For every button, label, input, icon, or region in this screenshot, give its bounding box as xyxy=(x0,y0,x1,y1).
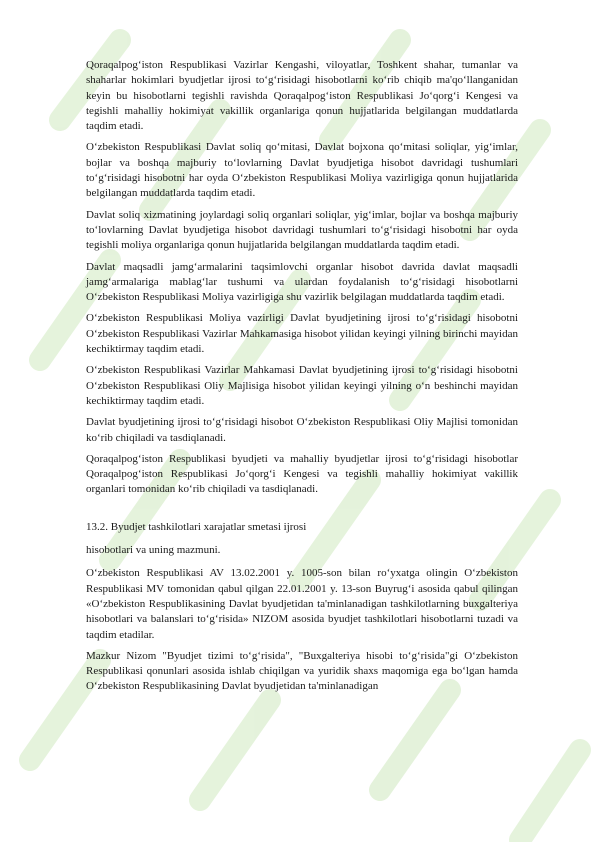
paragraph: O‘zbekiston Respublikasi Vazirlar Mahkamasi Davlat byudjetining ijrosi to‘g‘risidagi hisobotni O‘zbekiston Respublikasi Oliy Majlisiga hisobot yilidan keyingi yilning o‘n beshinchi mayidan kechiktirmay taqdim etadi. xyxy=(86,364,518,407)
paragraph: Davlat byudjetining ijrosi to‘g‘risidagi hisobot O‘zbekiston Respublikasi Oliy Majlisi tomonidan ko‘rib chiqiladi va tasdiqlanadi. xyxy=(86,416,518,444)
paragraph: O‘zbekiston Respublikasi AV 13.02.2001 y. 1005-son bilan ro‘yxatga olingin O‘zbekiston Respublikasi MV tomonidan qabul qilgan 22.01.2001 y. 13-son Buyrug‘i asosida qabul qilingan «O‘zbekiston Respublikasining Davlat byudjetidan ta'minlanadigan tashkilotlarning buxgalteriya hisobotlari va balanslari to‘g‘risida» NIZOM asosida byudjet tashkilotlari hisobotlarni tuzadi va taqdim etadilar. xyxy=(86,567,518,641)
paragraph: Qoraqalpog‘iston Respublikasi byudjeti va mahalliy byudjetlar ijrosi to‘g‘risidagi hisobotlar Qoraqalpog‘iston Respublikasi Jo‘qorg‘i Kengesi va tegishli mahalliy hokimiyat vakillik organlari tomonidan ko‘rib chiqiladi va tasdiqlanadi. xyxy=(86,452,518,496)
paragraph: Davlat soliq xizmatining joylardagi soliq organlari soliqlar, yig‘imlar, bojlar va boshqa majburiy to‘lovlarning Davlat byudjetiga hisobot davridagi tushumlari to‘g‘risidagi hisobotni har oyda tegishli moliya organlariga qonun hujjatlarida belgilangan muddatlarda taqdim etadi. xyxy=(86,208,518,252)
paragraph: Davlat maqsadli jamg‘armalarini taqsimlovchi organlar hisobot davrida davlat maqsadli jamg‘armalariga mablag‘lar tushumi va ulardan foydalanish to‘g‘risidagi hisobotlarni O‘zbekiston Respublikasi Moliya vazirligiga shu vazirlik belgilagan muddatlarda taqdim etadi. xyxy=(86,260,518,304)
paragraph: Qoraqalpog‘iston Respublikasi Vazirlar Kengashi, viloyatlar, Toshkent shahar, tumanlar va shaharlar hokimlari byudjetlar ijrosi to‘g‘risidagi hisobotlarni ko‘rib chiqib ma'qo‘llanganidan keyin bu hisobotlarni tegishli ravishda Qoraqalpog‘iston Respublikasi Jo‘qorg‘i Kengesi va tegishli mahalliy hokimiyat vakillik organlariga qonun hujjatlarida belgilangan muddatlarda taqdim etadi. xyxy=(86,59,518,133)
section-heading-continued: hisobotlari va uning mazmuni. xyxy=(86,544,221,557)
paragraph: O‘zbekiston Respublikasi Moliya vazirligi Davlat byudjetining ijrosi to‘g‘risidagi hisobotni O‘zbekiston Respublikasi Vazirlar Mahkamasiga hisobot yilidan keyingi yilning birinchi mayidan kechiktirmay taqdim etadi. xyxy=(86,312,518,356)
paragraph: O‘zbekiston Respublikasi Davlat soliq qo‘mitasi, Davlat bojxona qo‘mitasi soliqlar, yig‘imlar, bojlar va boshqa majburiy to‘lovlarning Davlat byudjetiga hisobot davridagi tushumlari to‘g‘risidagi hisobotni har oyda O‘zbekiston Respublikasi Moliya vazirligiga qonun hujjatlarida belgilangan muddatlarda taqdim etadi. xyxy=(86,141,518,200)
section-gap xyxy=(86,504,518,520)
document-page xyxy=(86,58,518,701)
paragraph: Mazkur Nizom "Byudjet tizimi to‘g‘risida", "Buxgalteriya hisobi to‘g‘risida"gi O‘zbekiston Respublikasi qonunlari asosida ishlab chiqilgan va yuridik shaxs maqomiga ega bo‘lgan hamda O‘zbekiston Respublikasining Davlat byudjetidan ta'minlanadigan xyxy=(86,649,518,693)
section-heading: 13.2. Byudjet tashkilotlari xarajatlar smetasi ijrosi xyxy=(86,520,307,533)
